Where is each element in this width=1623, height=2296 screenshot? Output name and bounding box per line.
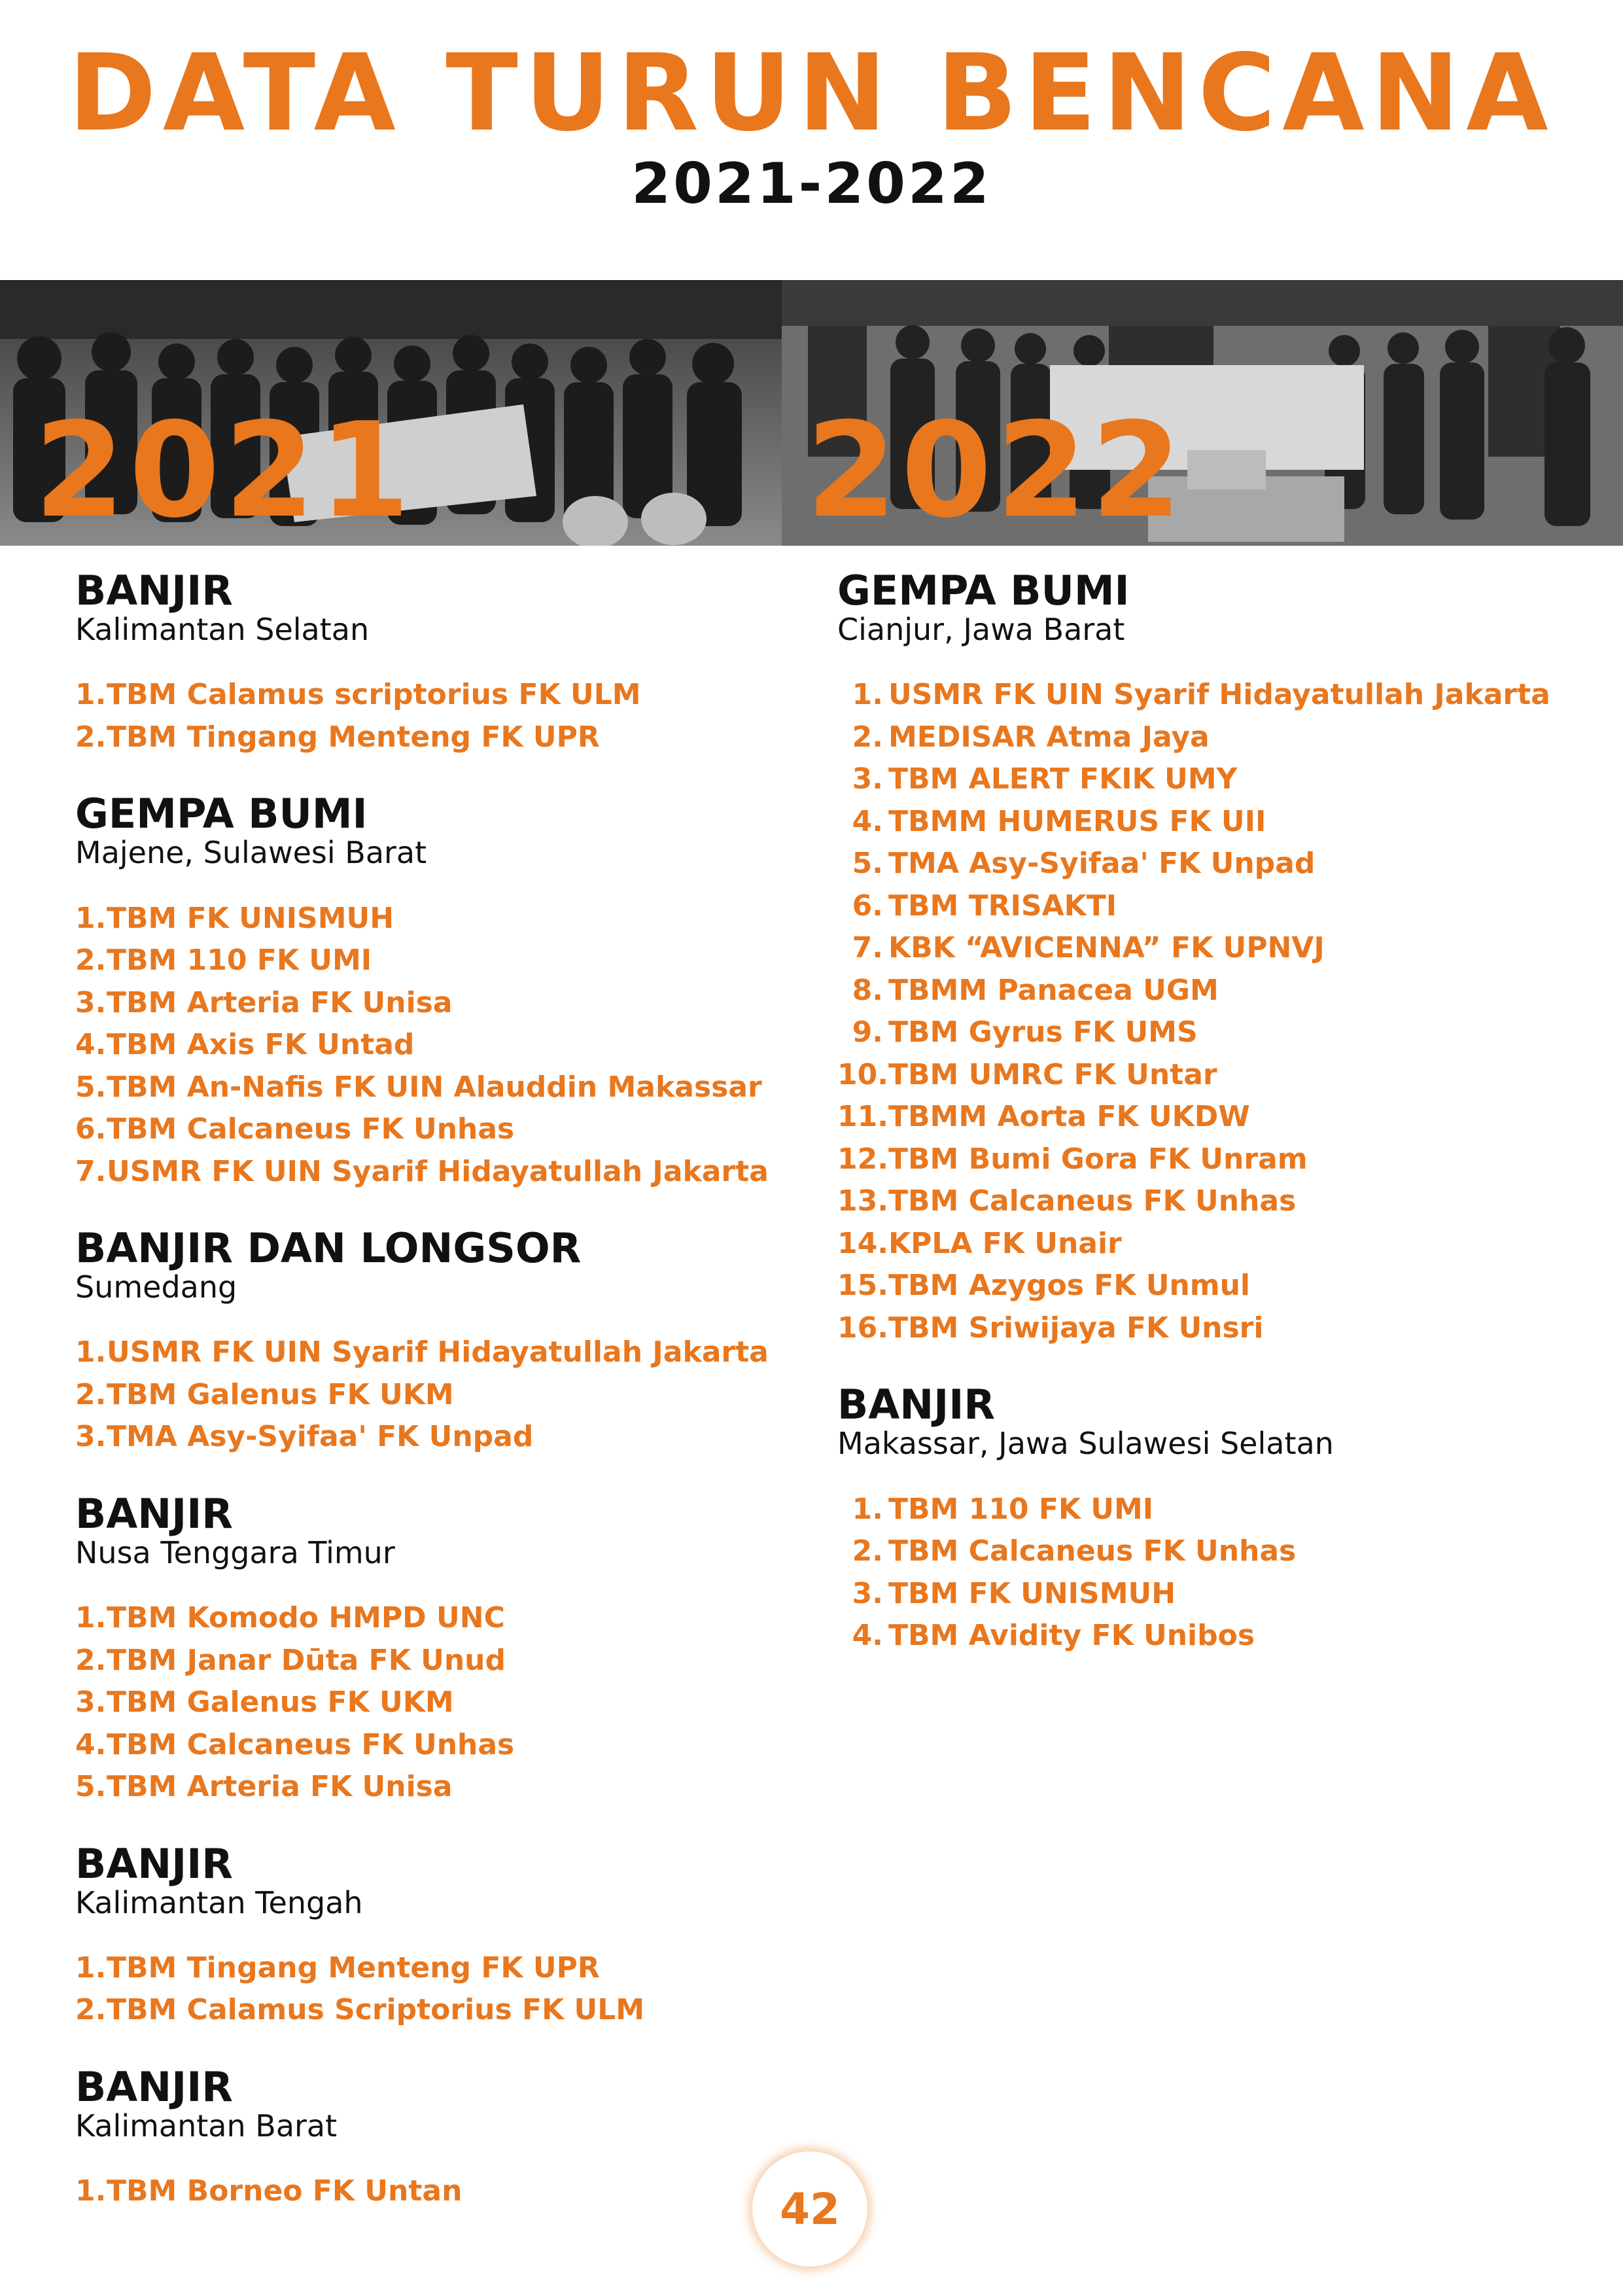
team-list (75, 1332, 782, 1458)
disaster-title: BANJIR DAN LONGSOR (75, 1224, 582, 1273)
team-number: 1. (75, 678, 107, 712)
team-item (75, 2170, 782, 2213)
team-number: 2. (75, 1643, 107, 1677)
disaster-section (75, 2062, 782, 2213)
team-number: 11. (837, 1100, 888, 1134)
disaster-location: Kalimantan Tengah (75, 1884, 363, 1920)
team-item (75, 1067, 782, 1109)
team-name: TBM Arteria FK Unisa (107, 985, 453, 1019)
page-subtitle: 2021-2022 (631, 151, 992, 217)
team-item (837, 674, 1590, 716)
team-number: 5. (75, 1070, 107, 1104)
team-list (75, 1597, 782, 1809)
team-name: TBM Tingang Menteng FK UPR (107, 720, 600, 754)
team-name: TBM Arteria FK Unisa (107, 1770, 453, 1804)
team-name: TBM 110 FK UMI (107, 944, 372, 978)
page-number: 42 (780, 2183, 840, 2234)
team-name: TBM FK UNISMUH (107, 901, 394, 935)
team-item (837, 1489, 1590, 1531)
team-number: 5. (75, 1770, 107, 1804)
team-item (837, 1615, 1590, 1657)
team-item (837, 801, 1590, 843)
team-number: 1. (852, 1492, 883, 1526)
team-number: 14. (837, 1226, 888, 1260)
team-item (75, 982, 782, 1025)
team-name: TMA Asy-Syifaa' FK Unpad (107, 1420, 534, 1454)
disaster-section (75, 569, 782, 758)
team-item (75, 1597, 782, 1640)
team-item (75, 940, 782, 982)
disaster-title: GEMPA BUMI (75, 790, 368, 838)
team-number: 1. (75, 1601, 107, 1635)
team-number: 5. (852, 847, 883, 881)
team-item (837, 927, 1590, 970)
team-item (837, 1265, 1590, 1307)
team-item (75, 1108, 782, 1151)
disaster-location: Majene, Sulawesi Barat (75, 835, 427, 871)
team-number: 2. (75, 720, 107, 754)
disaster-section (75, 1224, 782, 1458)
team-number: 3. (75, 1686, 107, 1720)
team-number: 6. (852, 889, 883, 923)
disaster-section (75, 1839, 782, 2032)
team-name: TBM Gyrus FK UMS (888, 1016, 1198, 1050)
team-item (75, 1989, 782, 2032)
team-item (75, 1416, 782, 1458)
team-name: TBM Borneo FK Untan (107, 2174, 462, 2208)
disaster-location: Nusa Tenggara Timur (75, 1534, 395, 1570)
team-name: TBMM Aorta FK UKDW (888, 1100, 1250, 1134)
team-item (837, 1096, 1590, 1139)
disaster-title: BANJIR (837, 1381, 996, 1429)
page-number-badge (752, 2151, 867, 2267)
disaster-section (837, 1383, 1590, 1657)
team-name: TBM Bumi Gora FK Unram (888, 1142, 1308, 1176)
team-item (837, 1530, 1590, 1573)
team-item (837, 758, 1590, 801)
team-name: TBMM Panacea UGM (888, 973, 1219, 1007)
team-item (837, 1139, 1590, 1181)
team-number: 3. (852, 762, 883, 796)
team-name: TBM Calcaneus FK Unhas (107, 1112, 515, 1146)
team-number: 4. (75, 1028, 107, 1062)
team-name: TBM 110 FK UMI (888, 1492, 1154, 1526)
disaster-location: Sumedang (75, 1269, 237, 1305)
team-number: 10. (837, 1057, 888, 1091)
team-name: TBM Calcaneus FK Unhas (107, 1727, 515, 1761)
team-number: 1. (75, 1951, 107, 1985)
team-list (75, 898, 782, 1193)
team-name: TBM Sriwijaya FK Unsri (888, 1311, 1264, 1345)
disaster-title: BANJIR (75, 567, 234, 614)
team-name: TMA Asy-Syifaa' FK Unpad (888, 847, 1316, 881)
page-title: DATA TURUN BENCANA (68, 32, 1555, 155)
team-number: 13. (837, 1184, 888, 1218)
team-name: USMR FK UIN Syarif Hidayatullah Jakarta (888, 678, 1550, 712)
team-item (75, 898, 782, 940)
team-list (75, 1947, 782, 2032)
team-name: TBM Calcaneus FK Unhas (888, 1534, 1297, 1568)
team-name: TBM Calamus scriptorius FK ULM (107, 678, 641, 712)
team-item (75, 674, 782, 716)
disaster-title: BANJIR (75, 2062, 234, 2111)
disaster-title: GEMPA BUMI (837, 567, 1130, 614)
team-item (837, 1573, 1590, 1616)
team-item (837, 1180, 1590, 1223)
team-number: 2. (75, 944, 107, 978)
team-name: KPLA FK Unair (888, 1226, 1122, 1260)
team-number: 1. (75, 901, 107, 935)
team-item (75, 716, 782, 759)
team-item (837, 1223, 1590, 1265)
team-item (75, 1374, 782, 1417)
team-list (837, 1489, 1590, 1657)
disaster-title: BANJIR (75, 1489, 234, 1538)
team-name: TBM Calamus Scriptorius FK ULM (107, 1993, 645, 2027)
team-number: 2. (852, 720, 883, 754)
team-name: USMR FK UIN Syarif Hidayatullah Jakarta (107, 1335, 769, 1369)
team-name: TBM An-Nafis FK UIN Alauddin Makassar (107, 1070, 762, 1104)
team-number: 2. (852, 1534, 883, 1568)
team-item (75, 1682, 782, 1724)
team-name: TBM Galenus FK UKM (107, 1377, 454, 1411)
left-column (75, 569, 782, 2247)
team-number: 15. (837, 1269, 888, 1303)
team-number: 4. (852, 804, 883, 838)
disaster-location: Kalimantan Selatan (75, 612, 370, 648)
team-number: 12. (837, 1142, 888, 1176)
team-item (837, 843, 1590, 885)
team-item (75, 1947, 782, 1990)
team-item (837, 885, 1590, 928)
year-label-2022: 2022 (806, 395, 1186, 547)
team-name: TBM UMRC FK Untar (888, 1057, 1217, 1091)
team-name: TBM Axis FK Untad (107, 1028, 415, 1062)
team-name: TBMM HUMERUS FK UII (888, 804, 1266, 838)
team-item (837, 1307, 1590, 1350)
team-item (837, 1012, 1590, 1054)
team-list (75, 2170, 782, 2213)
team-name: TBM TRISAKTI (888, 889, 1117, 923)
team-number: 9. (852, 1016, 883, 1050)
team-name: USMR FK UIN Syarif Hidayatullah Jakarta (107, 1154, 769, 1188)
team-item (75, 1766, 782, 1809)
disaster-section (837, 569, 1590, 1349)
team-name: TBM Janar Dūta FK Unud (107, 1643, 506, 1677)
team-item (837, 1054, 1590, 1097)
team-number: 1. (75, 1335, 107, 1369)
team-list (75, 674, 782, 758)
team-number: 2. (75, 1993, 107, 2027)
year-label-2021: 2021 (34, 395, 414, 547)
team-number: 1. (75, 2174, 107, 2208)
disaster-title: BANJIR (75, 1839, 234, 1888)
disaster-location: Kalimantan Barat (75, 2108, 338, 2144)
disaster-location: Cianjur, Jawa Barat (837, 612, 1125, 648)
team-number: 1. (852, 678, 883, 712)
disaster-section (75, 1489, 782, 1809)
team-name: TBM Tingang Menteng FK UPR (107, 1951, 600, 1985)
right-column (837, 569, 1590, 1691)
team-number: 8. (852, 973, 883, 1007)
team-number: 6. (75, 1112, 107, 1146)
disaster-location: Makassar, Jawa Sulawesi Selatan (837, 1426, 1334, 1462)
team-item (75, 1024, 782, 1067)
team-item (75, 1640, 782, 1682)
team-name: MEDISAR Atma Jaya (888, 720, 1210, 754)
team-name: TBM Avidity FK Unibos (888, 1619, 1255, 1653)
team-item (837, 970, 1590, 1012)
team-number: 3. (75, 985, 107, 1019)
team-number: 4. (852, 1619, 883, 1653)
team-number: 3. (852, 1576, 883, 1610)
team-name: TBM Azygos FK Unmul (888, 1269, 1251, 1303)
disaster-section (75, 792, 782, 1193)
team-item (75, 1724, 782, 1767)
team-name: KBK “AVICENNA” FK UPNVJ (888, 931, 1325, 965)
team-list (837, 674, 1590, 1349)
team-name: TBM Calcaneus FK Unhas (888, 1184, 1297, 1218)
team-name: TBM Galenus FK UKM (107, 1686, 454, 1720)
team-number: 4. (75, 1727, 107, 1761)
team-number: 7. (75, 1154, 107, 1188)
team-name: TBM Komodo HMPD UNC (107, 1601, 505, 1635)
team-item (75, 1332, 782, 1374)
team-name: TBM FK UNISMUH (888, 1576, 1176, 1610)
team-number: 16. (837, 1311, 888, 1345)
team-item (837, 716, 1590, 759)
team-number: 7. (852, 931, 883, 965)
team-item (75, 1151, 782, 1193)
team-number: 3. (75, 1420, 107, 1454)
team-number: 2. (75, 1377, 107, 1411)
team-name: TBM ALERT FKIK UMY (888, 762, 1238, 796)
